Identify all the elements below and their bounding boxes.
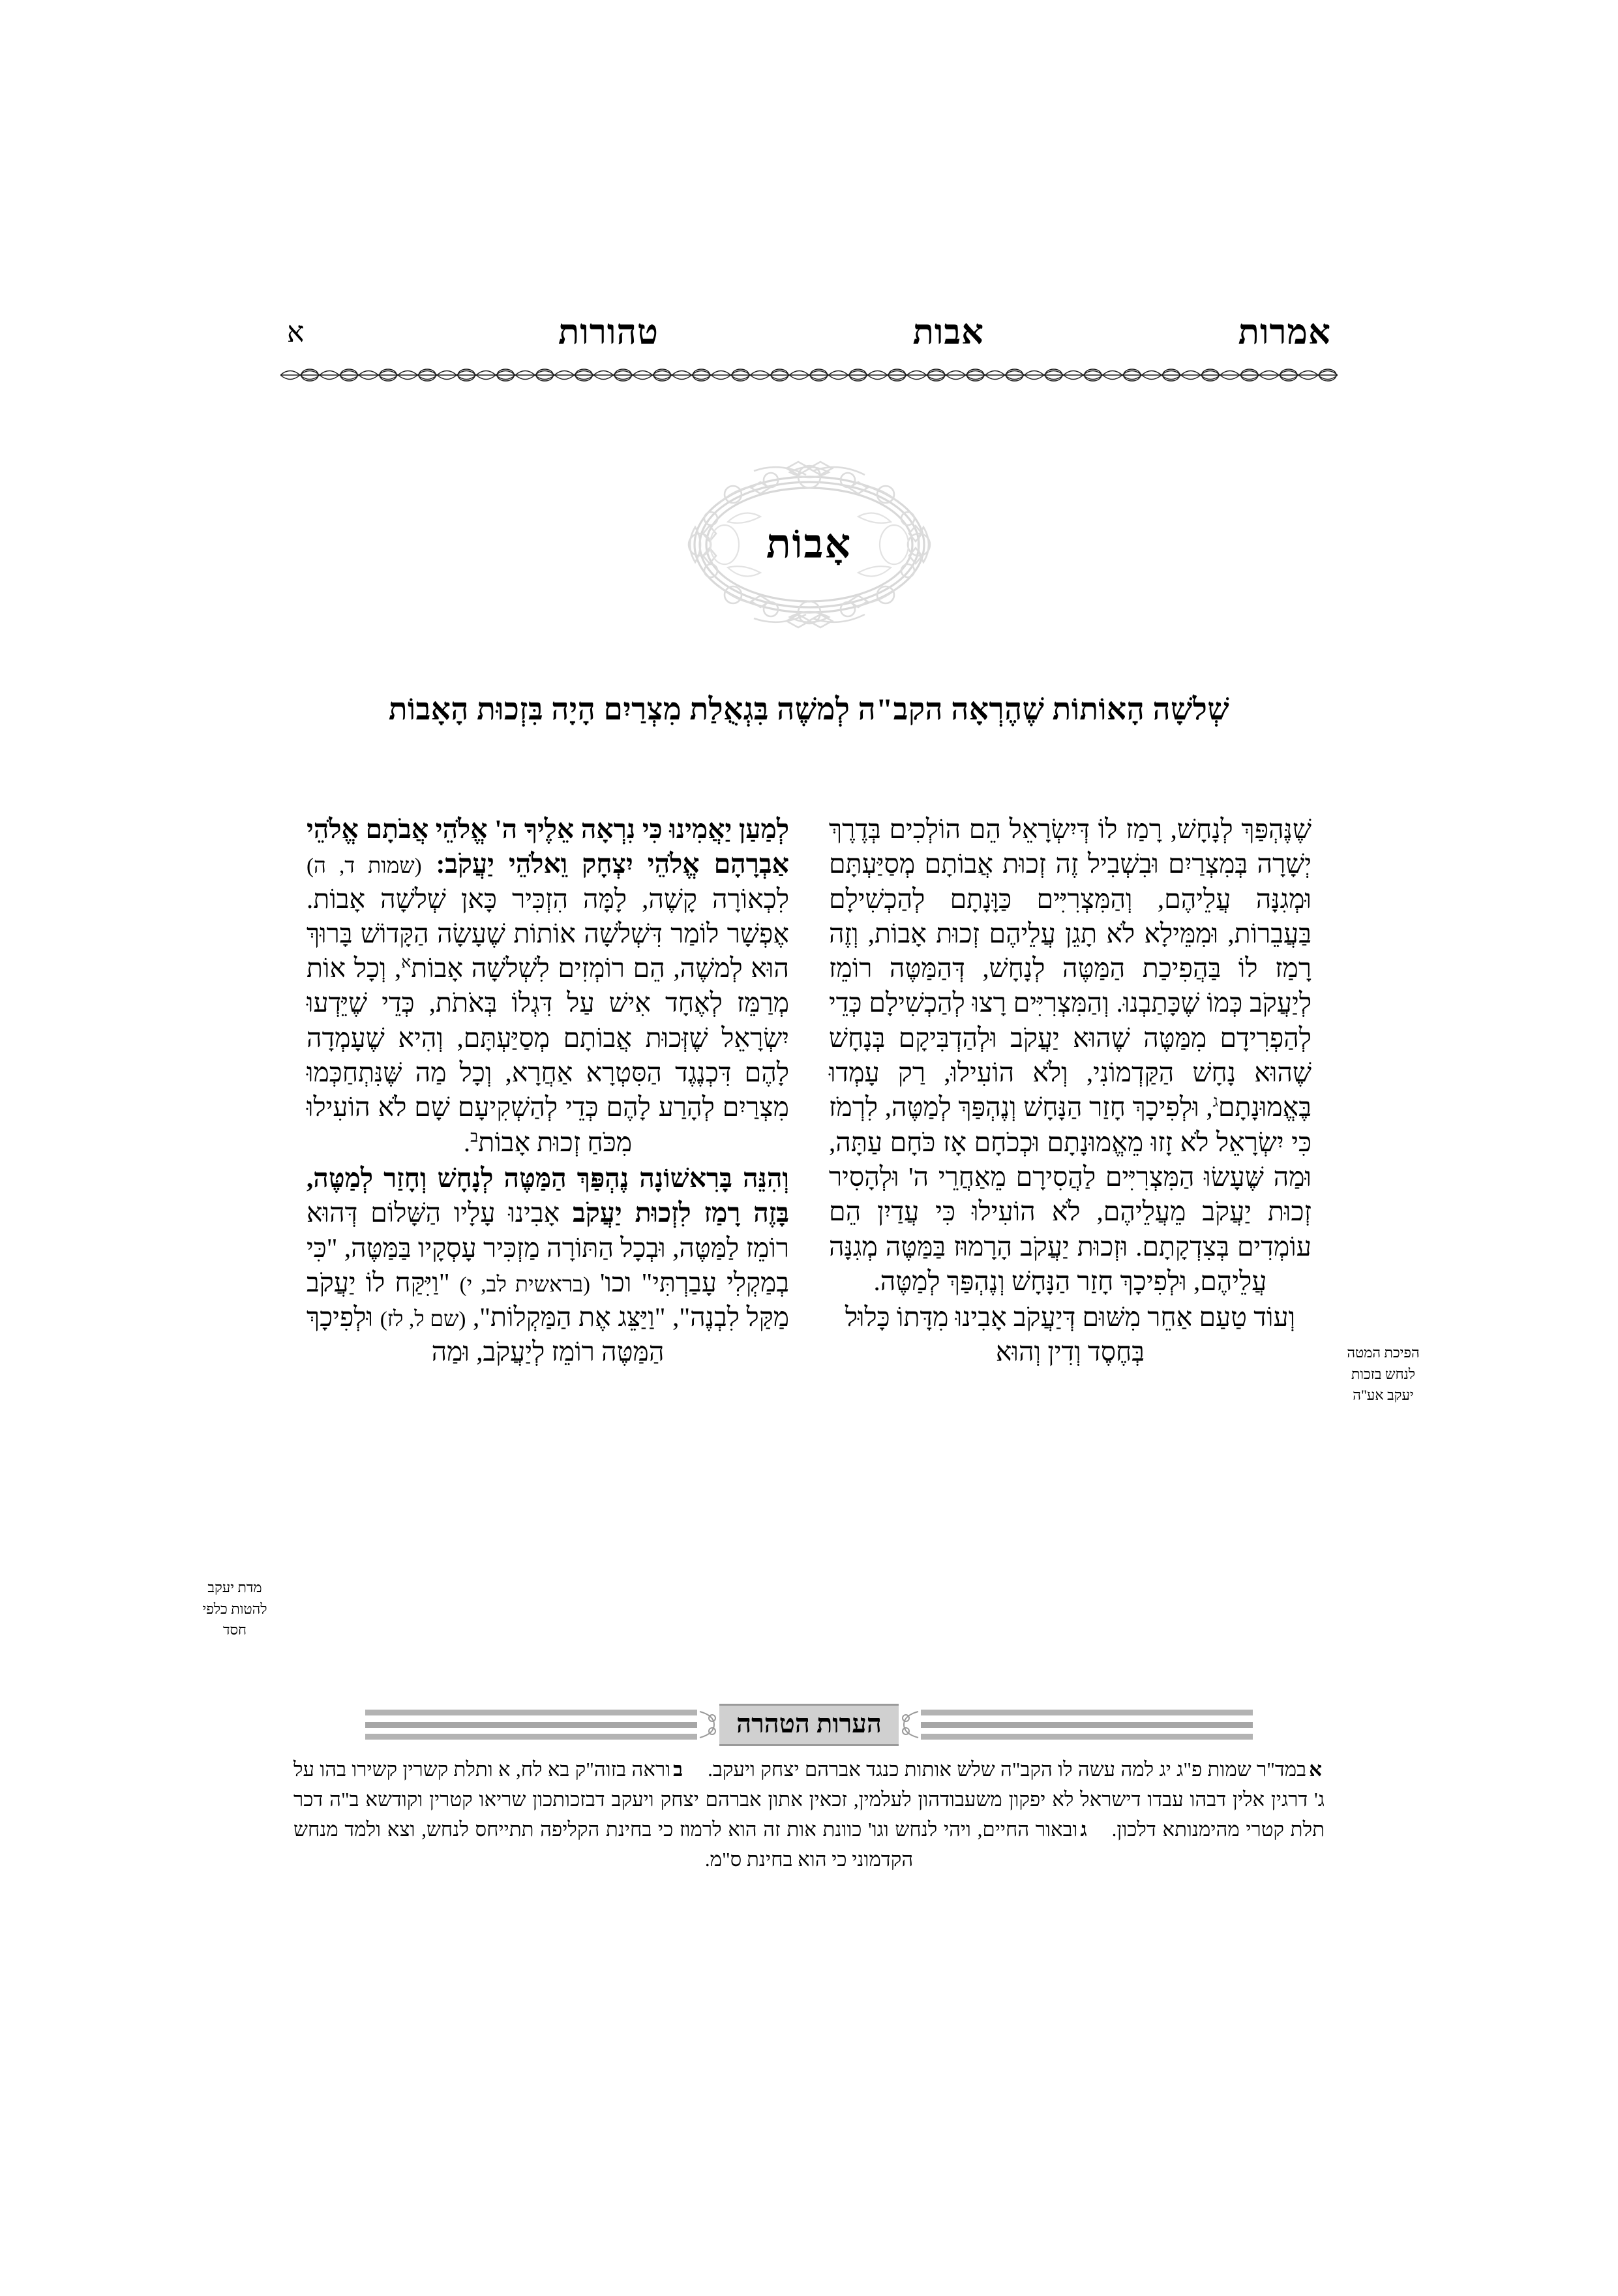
banner-rule-1 [921, 1710, 1253, 1715]
header-divider-rule [280, 365, 1338, 385]
right-text-f: וּלְפִיכָךְ הַמַּטֶּה רוֹמֵז לְיַעֲקֹב, וּמַה [307, 1302, 665, 1367]
left-text-a: שֶׁנֶּהְפַּךְ לְנָחָשׁ, רָמַז לוֹ דְּיִשְׂרָאֵל הֵם הוֹלְכִים בְּדֶרֶךְ יְשָׁרָה בְּמִצְרַיִם וּבִשְׁבִיל זֶה זְכוּת אֲבוֹתָם מְסַיַּעְתָּם וּמְגִנָּה עֲלֵיהֶם, וְהַמִּצְרִיִּים כַּוָּנָתָם לְהַכְשִׁילָם בַּעֲבֵרוֹת, וּמִמֵּילָא לֹא תָגֵן עֲלֵיהֶם זְכוּת אָבוֹת, וְזֶה רָמַז לוֹ בַּהֲפִיכַת הַמַּטֶּה לְנָחָשׁ, דְּהַמַּטֶּה רוֹמֵז לְיַעֲקֹב כְּמוֹ שֶׁכָּתַבְנוּ. וְהַמִּצְרִיִּים רָצוּ לְהַכְשִׁילָם כְּדֵי לְהַפְרִידָם מִמַּטֶּה שֶׁהוּא יַעֲקֹב וּלְהַדְבִּיקָם בְּנָחָשׁ שֶׁהוּא נָחָשׁ הַקַּדְמוֹנִי, וְלֹא הוֹעִילוּ, רַק עָמְדוּ בֶּאֱמוּנָתָם [829, 814, 1311, 1123]
left-text-c-a: וְעוֹד טַעַם אַחֵר מִשּׁוּם דְּיַעֲקֹב אָבִינוּ [955, 1302, 1296, 1333]
opening-verse: לְמַעַן יַאֲמִינוּ כִּי נִרְאָה אֵלֶיךָ ה' אֱלֹהֵי אֲבֹתָם אֱלֹהֵי אַבְרָהָם אֱלֹהֵי יִצְחָק וֵאלֹהֵי יַעֲקֹב: [307, 814, 789, 879]
footnote-ref-gimel: ג [1212, 1093, 1218, 1111]
banner-rule-2 [921, 1722, 1253, 1728]
footnote-ref-beis: ב [470, 1128, 479, 1146]
marginal-note-left: מדת יעקב להטות כלפי חסד [202, 1579, 267, 1639]
right-text-end: . [463, 1126, 471, 1157]
right-text-d: אָבִינוּ עָלָיו הַשָּׁלוֹם דְּהוּא רוֹמֵז לַמַּטֶּה, וּבְכָל הַתּוֹרָה מַזְכִּיר עָסְקָיו בַּמַּטֶּה, "כִּי בְמַקְלִי עָבַרְתִּי" וכו' [307, 1198, 790, 1297]
verse-citation-shemos: (שמות ד, ה) [307, 854, 422, 879]
running-head-word-right: אמרות [1238, 313, 1331, 352]
running-head-word-middle: אבות [912, 313, 985, 352]
paragraph-left-1 [829, 812, 1311, 1299]
right-text-a: לִכְאוֹרָה קָשֶׁה, לָמָּה הִזְכִּיר כָּאן שְׁלשָׁה אָבוֹת. אֶפְשָׁר לוֹמַר דִּשְׁלשָׁה אוֹתוֹת שֶׁעָשָׂה הַקָּדוֹשׁ בָּרוּךְ הוּא לְמשֶׁה, הֵם רוֹמְזִים לִשְׁלשָׁה אָבוֹת [307, 883, 789, 984]
footnote-body-1: וראה בזוה"ק בא לח, א ותלת קשרין קשירו בהו על ג' דרגין אלין דבהו עבדו דישראל לא יפקון משעבודהון לעלמין, זכאין אתון אברהם יצחק ויעקב דבזכותכון שריאו קטרין וקודשא ב"ה דכר תלת קטרי מהימנותא דלכון. [293, 1758, 1325, 1841]
left-text-c-b: מִדָּתוֹ כָּלוּל בְּחֶסֶד וְדִין וְהוּא [845, 1302, 1145, 1367]
marginal-note-right: הפיכת המטה לנחש בזכות יעקב אע"ה [1347, 1344, 1420, 1404]
banner-rules-left [921, 1710, 1253, 1740]
verse-citation-sham: (שם ל, לז) [380, 1308, 466, 1332]
footnote-mark-0: א [1309, 1758, 1322, 1781]
paragraph-right-1 [307, 812, 789, 1160]
footnotes-label: הערות הטהרה [719, 1704, 899, 1746]
right-text-e: "וַיִּקַּח לוֹ יַעֲקֹב מַקַּל לִבְנֶה", "וַיַּצֵּג אֶת הַמַּקְלוֹת", [307, 1267, 790, 1333]
paragraph-left-2 [829, 1300, 1311, 1370]
running-head [287, 303, 1331, 362]
body-columns [307, 812, 1311, 1654]
right-text-c: וְהִנֵּה בָּרִאשׁוֹנָה נֶהְפַּךְ הַמַּטֶּה לְנָחָשׁ וְחָזַר לְמַטֶּה, בָּזֶה רָמַז לִזְכוּת [307, 1162, 790, 1228]
section-heading: שְׁלשָׁה הָאוֹתוֹת שֶׁהֶרְאָה הקב"ה לְמשֶׁה בִּגְאֻלַת מִצְרַיִם הָיָה בִּזְכוּת הָאָבוֹת [388, 693, 1230, 727]
folio-number: א [286, 316, 305, 348]
paragraph-right-2 [307, 1161, 789, 1370]
footnote-mark-1: ב [673, 1758, 683, 1781]
banner-rule-6 [365, 1734, 697, 1740]
banner-rule-5 [365, 1722, 697, 1728]
footnotes-banner [365, 1701, 1253, 1748]
banner-rule-4 [365, 1710, 697, 1715]
verse-citation-bereishis: (בראשית לב, י) [459, 1273, 590, 1297]
footnote-body-2: ובאור החיים, ויהי לנחש וגו' כוונת אות זה הוא לרמוז כי בחינת הקליפה תתייחס לנחש, וצא ולמד מנחש הקדמוני כי הוא בחינת ס"מ. [293, 1817, 1078, 1871]
banner-rule-3 [921, 1734, 1253, 1740]
running-head-word-left: טהורות [558, 313, 659, 352]
body-column-right [307, 812, 789, 1370]
body-column-left [829, 812, 1311, 1370]
left-text-b: , וּלְפִיכָךְ חָזַר הַנָּחָשׁ וְנֶהְפַּךְ לְמַטֶּה, לִרְמֹז כִּי יִשְׂרָאֵל לֹא זָזוּ מֵאֱמוּנָתָם וּכְכֹחָם אָז כֹּחָם עַתָּה, וּמַה שֶּׁעָשׂוּ הַמִּצְרִיִּים לַהֲסִירָם מֵאַחֲרֵי ה' וּלְהָסִיר זְכוּת יַעֲקֹב מֵעֲלֵיהֶם, לֹא הוֹעִילוּ כִּי עֲדַיִן הֵם עוֹמְדִים בְּצִדְקָתָם. וּזְכוּת יַעֲקֹב הָרָמוּז בַּמַּטֶּה מְגִנָּה עֲלֵיהֶם, וּלְפִיכָךְ חָזַר הַנָּחָשׁ וְנֶהְפַּךְ לְמַטֶּה. [829, 1092, 1311, 1296]
footnote-mark-2: ג [1080, 1817, 1087, 1841]
banner-flourish-right-icon [697, 1708, 719, 1742]
chapter-title: אָבוֹת [766, 522, 852, 567]
footnote-body-0: במד"ר שמות פ"ג יג למה עשה לו הקב"ה שלש אותות כנגד אברהם יצחק ויעקב. [708, 1758, 1307, 1781]
footnote-ref-alef: א [401, 954, 412, 972]
keyword-yaakov: יַעֲקֹב [573, 1198, 622, 1228]
banner-rules-right [365, 1710, 697, 1740]
footnotes-text [293, 1755, 1325, 1875]
right-text-b: , וְכָל אוֹת מְרַמֵּז לְאֶחָד אִישׁ עַל דִּגְלוֹ בְּאֹתֹת, כְּדֵי שֶׁיֵּדְעוּ יִשְׂרָאֵל שֶׁזְּכוּת אֲבוֹתָם מְסַיַּעְתָּם, וְהִיא שֶׁעָמְדָה לָהֶם דִּכְנֶגֶד הַסִּטְרָא אַחֲרָא, וְכָל מַה שֶּׁנִּתְחַכְּמוּ מִצְרַיִם לְהָרַע לָהֶם כְּדֵי לְהַשְׁקִיעָם שָׁם לֹא הוֹעִילוּ מִכֹּחַ זְכוּת אָבוֹת [307, 953, 789, 1157]
chapter-title-cartouche [656, 457, 963, 633]
banner-flourish-left-icon [899, 1708, 921, 1742]
